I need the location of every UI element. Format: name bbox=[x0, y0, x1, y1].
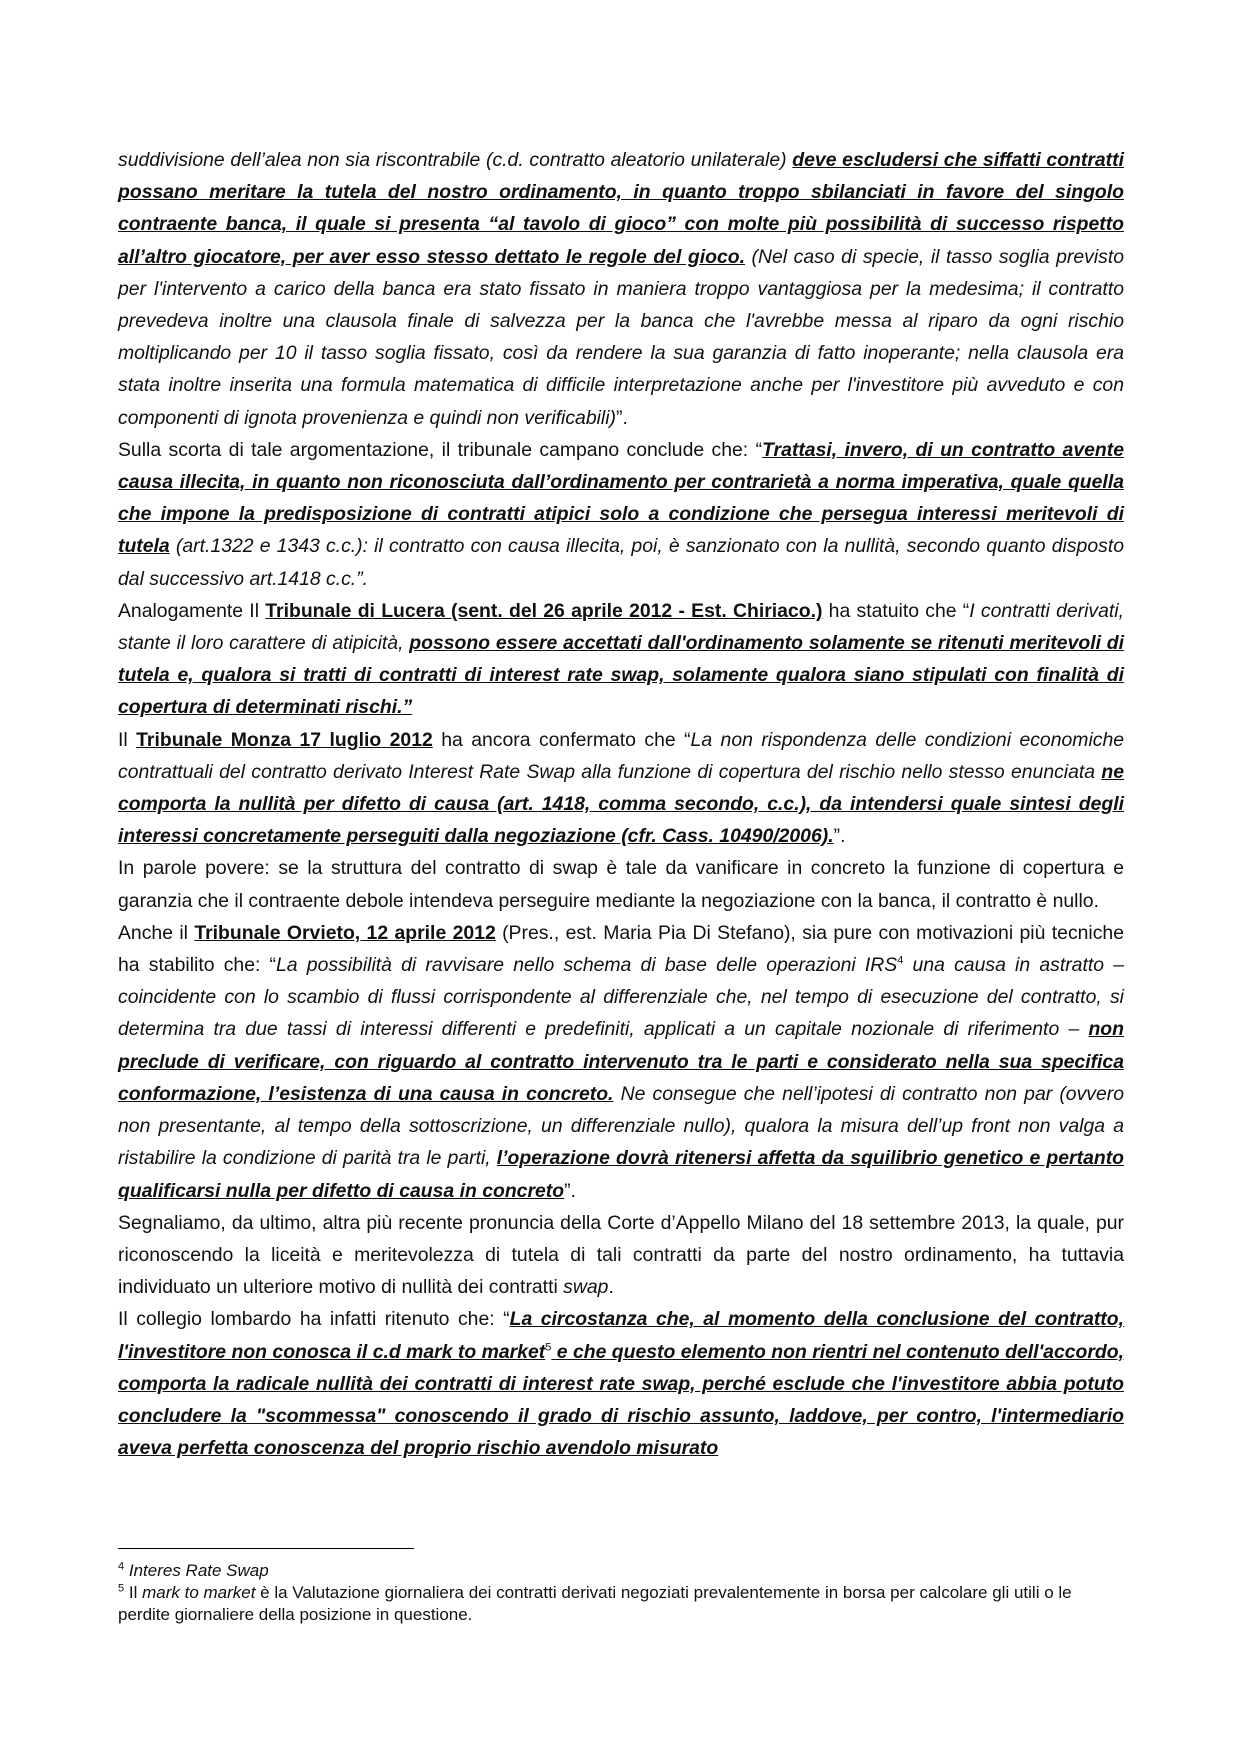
court-citation: Tribunale Orvieto, 12 aprile 2012 bbox=[194, 921, 496, 944]
text-run: ”. bbox=[833, 825, 846, 848]
text-run: ”. bbox=[564, 1179, 576, 1202]
text-run: Il collegio lombardo ha infatti ritenuto che: “ bbox=[118, 1308, 510, 1331]
footnote-number: 4 bbox=[118, 1560, 125, 1573]
court-citation: Tribunale Monza 17 luglio 2012 bbox=[136, 728, 433, 751]
italic-text: Interes Rate Swap bbox=[128, 1561, 269, 1580]
court-citation: Tribunale di Lucera (sent. del 26 aprile 2012 - Est. Chiriaco.) bbox=[265, 599, 823, 622]
text-run: Segnaliamo, da ultimo, altra più recente pronuncia della Corte d’Appello Milano del 18 settembre 2013, la quale, pur riconoscendo la liceità e meritevolezza di tutela di tali contratti da parte del nostro ordinamento, ha tuttavia individuato un ulteriore motivo di nullità dei contratti bbox=[118, 1211, 1124, 1299]
footnote-number: 5 bbox=[118, 1582, 125, 1595]
footnote-ref: 4 bbox=[897, 954, 904, 967]
text-run: ”. bbox=[616, 406, 628, 429]
italic-text: La possibilità di ravvisare nello schema di base delle operazioni IRS bbox=[276, 954, 898, 977]
text-run: . bbox=[608, 1276, 614, 1299]
footnote-separator bbox=[118, 1548, 414, 1549]
italic-text: swap bbox=[563, 1276, 609, 1299]
text-run: Anche il bbox=[118, 921, 195, 944]
italic-text: (Nel caso di specie, il tasso soglia previsto per l'intervento a carico della banca era stato fissato in maniera troppo vantaggiosa per la medesima; il contratto prevedeva inoltre una clausola finale di salvezza per la banca che l'avrebbe messa al riparo da ogni rischio moltiplicando per 10 il tasso soglia fissato, così da rendere la sua garanzia di fatto inoperante; nella clausola era stata inoltre inserita una formula matematica di difficile interpretazione anche per l'investitore più avveduto e con componenti di ignota provenienza e quindi non verificabili) bbox=[118, 245, 1125, 429]
paragraph bbox=[118, 144, 1124, 434]
paragraph bbox=[118, 852, 1124, 916]
text-run: In parole povere: se la struttura del contratto di swap è tale da vanificare in concreto la funzione di copertura e garanzia che il contraente debole intendeva perseguire mediante la negoziazione con la banca, il contratto è nullo. bbox=[118, 857, 1124, 912]
body-text bbox=[118, 144, 1124, 1464]
text-run: è la Valutazione giornaliera dei contratti derivati negoziati prevalentemente in borsa per calcolare gli utili o le perdite giornaliere della posizione in questione. bbox=[118, 1583, 1072, 1624]
emphasized-quote: deve escludersi che siffatti contratti possano meritare la tutela del nostro ordinamento, in quanto troppo sbilanciati in favore del singolo contraente banca, il quale si presenta “al tavolo di gioco” con molte più possibilità di successo rispetto all’altro giocatore, per aver esso stesso dettato le regole del gioco. bbox=[118, 149, 1124, 268]
text-run: Sulla scorta di tale argomentazione, il tribunale campano conclude che: “ bbox=[118, 438, 763, 461]
paragraph bbox=[118, 724, 1124, 853]
footnote bbox=[118, 1582, 1124, 1626]
emphasized-quote: non preclude di verificare, con riguardo al contratto intervenuto tra le parti e considerato nella sua specifica conformazione, l’esistenza di una causa in concreto. bbox=[118, 1018, 1124, 1105]
italic-text: I contratti derivati, stante il loro carattere di atipicità, bbox=[118, 599, 1124, 655]
emphasized-quote: e che questo elemento non rientri nel contenuto dell'accordo, comporta la radicale nullità dei contratti di interest rate swap, perché esclude che l'investitore abbia potuto concludere la "scommessa" conoscendo il grado di rischio assunto, laddove, per contro, l'intermediario aveva perfetta conoscenza del proprio rischio avendolo misurato bbox=[118, 1340, 1124, 1460]
text-run: Il bbox=[128, 1583, 143, 1602]
paragraph bbox=[118, 1207, 1124, 1304]
italic-text: Ne consegue che nell’ipotesi di contratto non par (ovvero non presentante, al tempo della sottoscrizione, un differenziale nullo), qualora la misura dell’up front non valga a ristabilire la condizione di parità tra le parti, bbox=[118, 1082, 1124, 1170]
footnote bbox=[118, 1560, 1124, 1582]
text-run: (Pres., est. Maria Pia Di Stefano), sia pure con motivazioni più tecniche ha stabilito che: “ bbox=[118, 921, 1124, 977]
text-run: Analogamente Il bbox=[118, 599, 266, 622]
text-run: ha statuito che “ bbox=[822, 599, 970, 622]
text-run: ha ancora confermato che “ bbox=[432, 728, 691, 751]
emphasized-quote: Trattasi, invero, di un contratto avente causa illecita, in quanto non riconosciuta dall’ordinamento per contrarietà a norma imperativa, quale quella che impone la predisposizione di contratti atipici solo a condizione che persegua interessi meritevoli di tutela bbox=[118, 438, 1124, 558]
footnotes bbox=[118, 1560, 1124, 1626]
paragraph bbox=[118, 1303, 1124, 1464]
italic-text: una causa in astratto – coincidente con lo scambio di flussi corrispondente al differenziale che, nel tempo di esecuzione del contratto, si determina tra due tassi di interessi differenti e predefiniti, applicati a un capitale nozionale di riferimento – bbox=[118, 954, 1124, 1041]
italic-text: (art.1322 e 1343 c.c.): il contratto con causa illecita, poi, è sanzionato con la nullità, secondo quanto disposto dal successivo art.1418 c.c.”. bbox=[118, 535, 1124, 590]
emphasized-quote: l’operazione dovrà ritenersi affetta da squilibrio genetico e pertanto qualificarsi nulla per difetto di causa in concreto bbox=[118, 1147, 1124, 1202]
italic-text: La non rispondenza delle condizioni economiche contrattuali del contratto derivato Interest Rate Swap alla funzione di copertura del rischio nello stesso enunciata bbox=[118, 728, 1125, 783]
italic-text: mark to market bbox=[142, 1583, 256, 1602]
emphasized-quote: La circostanza che, al momento della conclusione del contratto, l'investitore non conosca il c.d mark to market bbox=[118, 1308, 1124, 1363]
paragraph bbox=[118, 434, 1124, 595]
text-run: Il bbox=[118, 728, 137, 751]
emphasized-quote: possono essere accettati dall'ordinamento solamente se ritenuti meritevoli di tutela e, qualora si tratti di contratti di interest rate swap, solamente qualora siano stipulati con finalità di copertura di determinati rischi.” bbox=[118, 632, 1125, 719]
paragraph bbox=[118, 917, 1124, 1207]
emphasized-quote: ne comporta la nullità per difetto di causa (art. 1418, comma secondo, c.c.), da intendersi quale sintesi degli interessi concretamente perseguiti dalla negoziazione (cfr. Cass. 10490/2006). bbox=[118, 760, 1124, 848]
footnote-ref: 5 bbox=[545, 1341, 552, 1354]
italic-text: suddivisione dell’alea non sia riscontrabile (c.d. contratto aleatorio unilaterale) bbox=[118, 149, 793, 171]
paragraph bbox=[118, 595, 1124, 724]
